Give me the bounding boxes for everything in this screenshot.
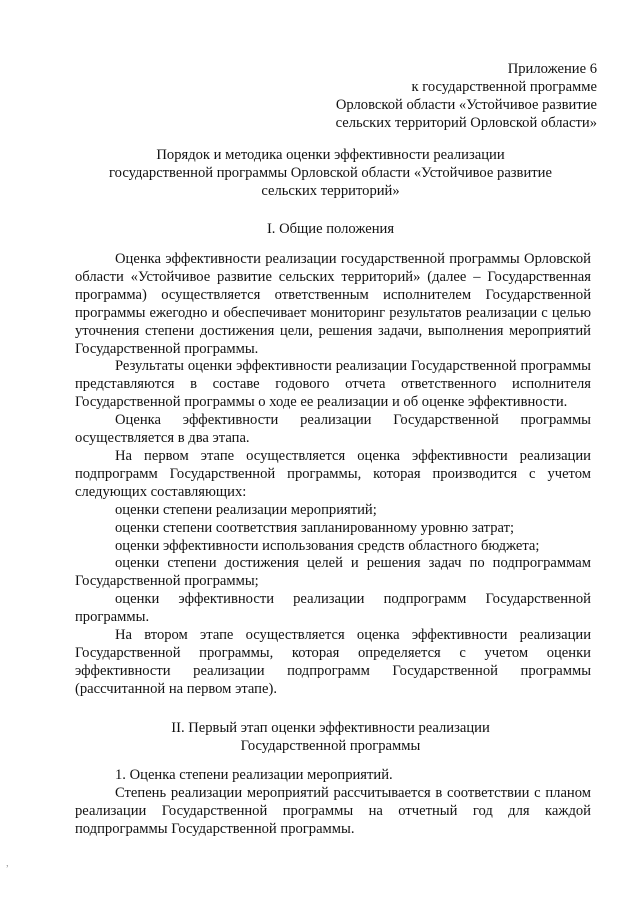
appendix-line-1: Приложение 6 bbox=[507, 61, 597, 77]
paragraph: На первом этапе осуществляется оценка эффективности реализации подпрограмм Государственной программы, которая производится с учетом следующих составляющих: bbox=[75, 447, 591, 500]
title-line-3: сельских территорий» bbox=[261, 183, 400, 199]
list-item: оценки эффективности использования средств областного бюджета; bbox=[115, 537, 540, 554]
list-item: оценки степени достижения целей и решения задач по подпрограммам Государственной программы; bbox=[75, 555, 591, 590]
title-line-1: Порядок и методика оценки эффективности реализации bbox=[156, 147, 505, 163]
appendix-line-4: сельских территорий Орловской области» bbox=[335, 115, 597, 131]
title-line-2: государственной программы Орловской области «Устойчивое развитие bbox=[109, 165, 552, 181]
section-2-body bbox=[75, 767, 591, 839]
paragraph: Оценка эффективности реализации Государственной программы осуществляется в два этапа. bbox=[75, 412, 591, 447]
appendix-header bbox=[336, 60, 597, 132]
section-2-heading-line-1: II. Первый этап оценки эффективности реализации bbox=[171, 720, 490, 736]
appendix-line-2: к государственной программе bbox=[411, 79, 597, 95]
section-1-heading: I. Общие положения bbox=[266, 221, 395, 237]
paragraph: На втором этапе осуществляется оценка эффективности реализации Государственной программы, которая определяется с учетом оценки эффективности реализации подпрограмм Государственной программы (рассчитанной на первом этапе). bbox=[75, 627, 591, 697]
scan-mark: , bbox=[6, 857, 9, 869]
paragraph: Оценка эффективности реализации государственной программы Орловской области «Устойчивое развитие сельских территорий» (далее – Государственная программа) осуществляется ответственным исполнителем Государственной программы ежегодно и обеспечивает мониторинг результатов реализации с целью уточнения степени достижения цели, решения задачи, выполнения мероприятий Государственной программы. bbox=[75, 251, 591, 357]
paragraph: Результаты оценки эффективности реализации Государственной программы представляются в составе годового отчета ответственного исполнителя Государственной программы о ходе ее реализации и об оценке эффективности. bbox=[75, 358, 591, 411]
appendix-line-3: Орловской области «Устойчивое развитие bbox=[335, 97, 597, 113]
paragraph: Степень реализации мероприятий рассчитывается в соответствии с планом реализации Государственной программы на отчетный год для каждой подпрограммы Государственной программы. bbox=[75, 784, 591, 837]
list-item: оценки степени реализации мероприятий; bbox=[115, 501, 377, 518]
paragraph: 1. Оценка степени реализации мероприятий. bbox=[115, 767, 393, 783]
list-item: оценки эффективности реализации подпрограмм Государственной программы. bbox=[75, 591, 591, 626]
document-title bbox=[70, 146, 591, 200]
list-item: оценки степени соответствия запланированному уровню затрат; bbox=[115, 519, 515, 536]
section-2-heading bbox=[70, 719, 591, 755]
section-2-heading-line-2: Государственной программы bbox=[240, 738, 421, 754]
section-1-body bbox=[75, 251, 591, 699]
